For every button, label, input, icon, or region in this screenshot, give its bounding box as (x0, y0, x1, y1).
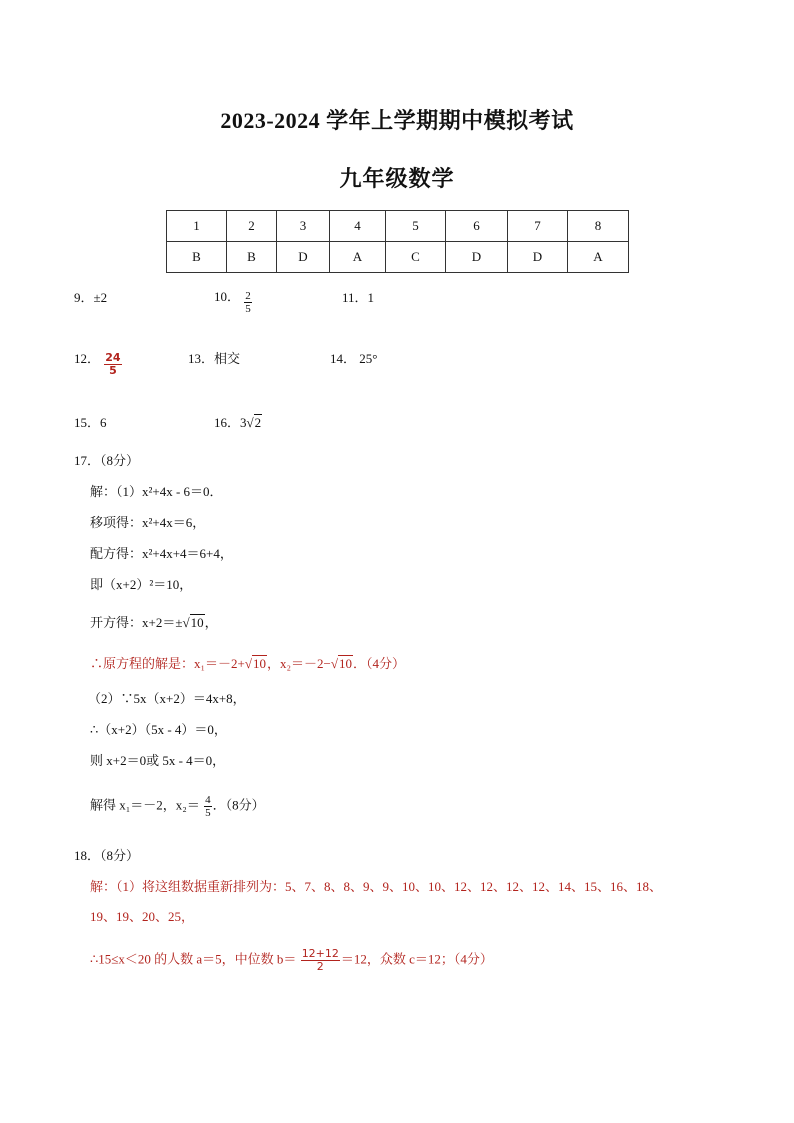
denominator: 2 (316, 960, 324, 973)
question-number: 14． (330, 351, 357, 366)
fraction (244, 290, 252, 315)
radicand: 10 (190, 615, 204, 630)
question-number: 13． (188, 351, 215, 366)
text: ∴原方程的解是：x₁＝－2+ (90, 656, 245, 671)
table-cell: D (446, 242, 508, 273)
answer-table-answer-row (167, 242, 629, 273)
fraction (104, 352, 121, 377)
table-cell: 4 (330, 211, 386, 242)
table-cell: B (227, 242, 277, 273)
table-cell: C (386, 242, 446, 273)
table-cell: A (568, 242, 629, 273)
answer-q12 (74, 348, 123, 377)
answer-value: ±2 (93, 290, 108, 305)
q17-line: （2）∵5x（x+2）＝4x+8， (88, 691, 246, 706)
text: ∴15≤x＜20 的人数 a＝5，中位数 b＝ (90, 951, 297, 967)
table-cell: 1 (167, 211, 227, 242)
answer-value: 相交 (214, 351, 241, 366)
sqrt: √10 (244, 656, 267, 671)
table-cell: 8 (568, 211, 629, 242)
q17-heading: 17．（8分） (74, 453, 140, 468)
fraction (204, 794, 212, 819)
numerator: 12+12 (301, 947, 339, 960)
question-number: 11． (342, 290, 368, 305)
q17-line: 移项得：x²+4x＝6， (90, 515, 206, 530)
answer-q11 (342, 287, 374, 306)
table-cell: A (330, 242, 386, 273)
text: ＝12，众数 c＝12；（4分） (340, 951, 493, 967)
table-cell: D (508, 242, 568, 273)
question-number: 16． (214, 415, 241, 430)
q17-line (90, 653, 405, 672)
denominator: 5 (205, 807, 211, 819)
page-subtitle: 九年级数学 (339, 166, 455, 191)
text: ．（8分） (212, 797, 265, 813)
q18-heading: 18．（8分） (74, 848, 140, 863)
answer-table (166, 210, 629, 273)
answer-q10 (214, 286, 253, 315)
text: 开方得：x+2＝± (90, 615, 183, 630)
numerator: 24 (105, 351, 121, 364)
answer-q16 (214, 412, 262, 431)
text: ，x₂＝－2− (267, 656, 331, 671)
table-cell: 3 (277, 211, 330, 242)
text: ， (204, 615, 218, 630)
question-number: 15． (74, 415, 101, 430)
radicand: 10 (339, 656, 353, 671)
q17-line (90, 612, 218, 631)
radicand: 2 (254, 415, 262, 430)
fraction (301, 948, 340, 973)
answer-value: 1 (367, 290, 375, 305)
q17-line: 解：（1）x²+4x - 6＝0． (90, 484, 223, 499)
q18-line: 解：（1）将这组数据重新排列为：5、7、8、8、9、9、10、10、12、12、12、12、14、15、16、18、 (90, 879, 663, 894)
table-cell: 5 (386, 211, 446, 242)
question-number: 12． (74, 351, 101, 366)
q17-line: 配方得：x²+4x+4＝6+4， (90, 546, 233, 561)
q18-line: 19、19、20、25， (90, 909, 195, 924)
numerator: 4 (205, 794, 211, 806)
table-cell: 6 (446, 211, 508, 242)
text: ．（4分） (353, 656, 406, 671)
table-cell: 2 (227, 211, 277, 242)
answer-q15 (74, 412, 107, 431)
question-number: 9． (74, 290, 94, 305)
answer-q9 (74, 287, 107, 306)
coefficient: 3 (240, 415, 247, 430)
text: 解得 x₁＝－2，x₂＝ (90, 797, 200, 813)
table-cell: D (277, 242, 330, 273)
page-title: 2023-2024 学年上学期期中模拟考试 (220, 108, 574, 133)
answer-table-number-row (167, 211, 629, 242)
q17-line: ∴（x+2）（5x - 4）＝0， (90, 722, 227, 737)
numerator: 2 (245, 290, 251, 302)
q17-line (90, 794, 265, 819)
denominator: 5 (109, 364, 117, 377)
denominator: 5 (245, 303, 251, 315)
sqrt: √10 (330, 656, 353, 671)
sqrt: √2 (246, 415, 262, 430)
table-cell: B (167, 242, 227, 273)
answer-value: 6 (100, 415, 107, 430)
q17-line: 则 x+2＝0或 5x - 4＝0， (90, 753, 226, 768)
answer-q14 (330, 348, 377, 367)
answer-value: 25° (359, 351, 378, 366)
answer-q13 (188, 348, 240, 367)
sqrt: √10 (182, 615, 204, 630)
q17-line: 即（x+2）²＝10， (90, 577, 193, 592)
q18-line (90, 948, 493, 973)
question-number: 10． (214, 289, 241, 304)
table-cell: 7 (508, 211, 568, 242)
radicand: 10 (253, 656, 267, 671)
